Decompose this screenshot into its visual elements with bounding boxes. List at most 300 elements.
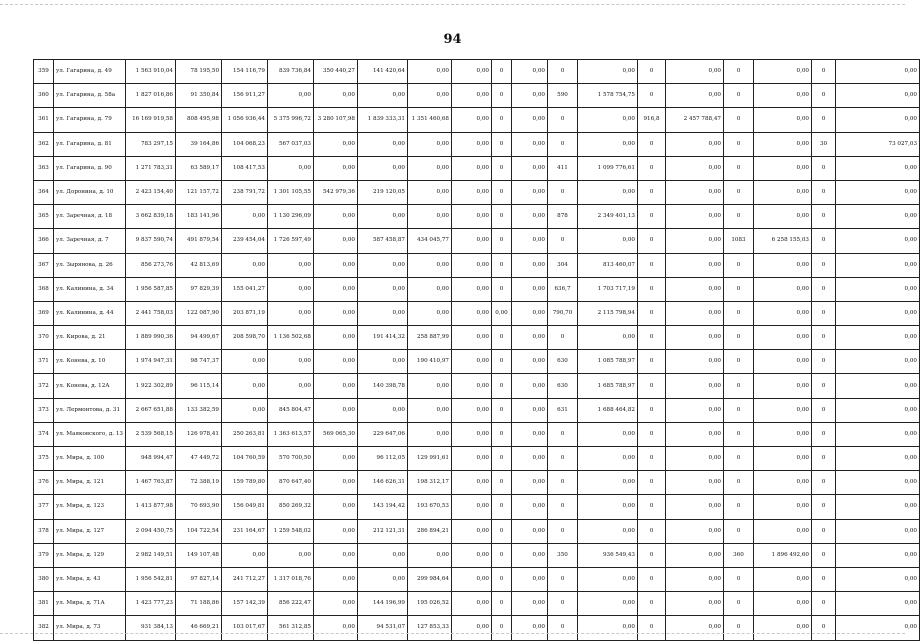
- value-cell: 191 414,32: [358, 326, 408, 350]
- value-cell: 1 467 763,87: [126, 471, 176, 495]
- table-row: [34, 156, 920, 180]
- row-number-cell: 370: [34, 326, 54, 350]
- value-cell: 0,00: [358, 350, 408, 374]
- value-cell: 0: [812, 471, 836, 495]
- value-cell: 156 049,81: [222, 495, 268, 519]
- value-cell: 0,00: [512, 60, 548, 84]
- row-number-cell: 375: [34, 447, 54, 471]
- value-cell: 0,00: [408, 180, 452, 204]
- value-cell: 0,00: [314, 350, 358, 374]
- value-cell: 631: [548, 398, 578, 422]
- value-cell: 0,00: [408, 156, 452, 180]
- row-number-cell: 365: [34, 205, 54, 229]
- value-cell: 0: [638, 543, 666, 567]
- value-cell: 9 837 590,74: [126, 229, 176, 253]
- address-cell: ул. Конева, д. 12А: [54, 374, 126, 398]
- value-cell: 0,00: [512, 471, 548, 495]
- row-number-cell: 379: [34, 543, 54, 567]
- value-cell: 0,00: [754, 616, 812, 640]
- value-cell: 0,00: [578, 616, 638, 640]
- address-cell: ул. Маяковского, д. 13: [54, 422, 126, 446]
- value-cell: 0: [638, 180, 666, 204]
- value-cell: 0,00: [408, 398, 452, 422]
- table-row: [34, 84, 920, 108]
- value-cell: 0: [548, 60, 578, 84]
- value-cell: 0,00: [268, 156, 314, 180]
- value-cell: 1 563 910,04: [126, 60, 176, 84]
- value-cell: 0,00: [754, 301, 812, 325]
- value-cell: 0,00: [452, 350, 492, 374]
- value-cell: 0: [724, 326, 754, 350]
- value-cell: 0: [492, 180, 512, 204]
- value-cell: 0,00: [754, 132, 812, 156]
- value-cell: 0,00: [452, 447, 492, 471]
- value-cell: 203 871,19: [222, 301, 268, 325]
- value-cell: 1 827 016,86: [126, 84, 176, 108]
- value-cell: 0,00: [314, 301, 358, 325]
- value-cell: 198 312,17: [408, 471, 452, 495]
- value-cell: 6 258 155,03: [754, 229, 812, 253]
- value-cell: 0: [548, 422, 578, 446]
- value-cell: 30: [812, 132, 836, 156]
- value-cell: 0: [492, 350, 512, 374]
- address-cell: ул. Мира, д. 73: [54, 616, 126, 640]
- value-cell: 1 136 502,68: [268, 326, 314, 350]
- value-cell: 0: [492, 132, 512, 156]
- row-number-cell: 362: [34, 132, 54, 156]
- value-cell: 0,00: [222, 350, 268, 374]
- table-row: [34, 277, 920, 301]
- value-cell: 0: [812, 398, 836, 422]
- value-cell: 156 911,27: [222, 84, 268, 108]
- value-cell: 0,00: [314, 567, 358, 591]
- value-cell: 0,00: [578, 108, 638, 132]
- value-cell: 491 879,54: [176, 229, 222, 253]
- table-row: [34, 229, 920, 253]
- value-cell: 0: [492, 108, 512, 132]
- value-cell: 104 068,23: [222, 132, 268, 156]
- value-cell: 0,00: [268, 253, 314, 277]
- value-cell: 195 026,52: [408, 592, 452, 616]
- value-cell: 0: [724, 471, 754, 495]
- value-cell: 212 121,31: [358, 519, 408, 543]
- value-cell: 0,00: [754, 84, 812, 108]
- value-cell: 103 017,67: [222, 616, 268, 640]
- row-number-cell: 371: [34, 350, 54, 374]
- value-cell: 570 700,50: [268, 447, 314, 471]
- value-cell: 190 410,97: [408, 350, 452, 374]
- value-cell: 0,00: [222, 253, 268, 277]
- value-cell: 71 188,86: [176, 592, 222, 616]
- value-cell: 0,00: [666, 350, 724, 374]
- value-cell: 0: [724, 495, 754, 519]
- value-cell: 0,00: [836, 156, 920, 180]
- value-cell: 2 667 651,88: [126, 398, 176, 422]
- value-cell: 0,00: [408, 60, 452, 84]
- address-cell: ул. Мира, д. 121: [54, 471, 126, 495]
- row-number-cell: 381: [34, 592, 54, 616]
- value-cell: 0,00: [666, 84, 724, 108]
- value-cell: 0: [812, 205, 836, 229]
- table-row: [34, 180, 920, 204]
- row-number-cell: 367: [34, 253, 54, 277]
- value-cell: 0,00: [452, 495, 492, 519]
- value-cell: 0,00: [512, 447, 548, 471]
- value-cell: 1 688 464,82: [578, 398, 638, 422]
- value-cell: 0,00: [578, 180, 638, 204]
- value-cell: 0,00: [452, 108, 492, 132]
- value-cell: 47 449,72: [176, 447, 222, 471]
- value-cell: 0,00: [314, 374, 358, 398]
- value-cell: 0: [638, 398, 666, 422]
- value-cell: 2 457 788,47: [666, 108, 724, 132]
- value-cell: 0,00: [268, 374, 314, 398]
- value-cell: 630: [548, 374, 578, 398]
- value-cell: 0: [812, 156, 836, 180]
- value-cell: 870 647,40: [268, 471, 314, 495]
- value-cell: 0,00: [452, 592, 492, 616]
- value-cell: 0: [812, 374, 836, 398]
- value-cell: 0,00: [512, 567, 548, 591]
- value-cell: 0,00: [754, 156, 812, 180]
- value-cell: 0: [638, 84, 666, 108]
- value-cell: 70 693,90: [176, 495, 222, 519]
- value-cell: 104 760,59: [222, 447, 268, 471]
- value-cell: 238 791,72: [222, 180, 268, 204]
- value-cell: 0,00: [754, 205, 812, 229]
- value-cell: 0,00: [512, 156, 548, 180]
- value-cell: 567 037,03: [268, 132, 314, 156]
- value-cell: 0: [724, 132, 754, 156]
- value-cell: 1083: [724, 229, 754, 253]
- value-cell: 129 991,61: [408, 447, 452, 471]
- value-cell: 0,00: [314, 592, 358, 616]
- value-cell: 0,00: [452, 398, 492, 422]
- value-cell: 0,00: [512, 422, 548, 446]
- value-cell: 0: [724, 519, 754, 543]
- value-cell: 1 085 788,97: [578, 350, 638, 374]
- row-number-cell: 366: [34, 229, 54, 253]
- value-cell: 0,00: [452, 156, 492, 180]
- value-cell: 0: [724, 374, 754, 398]
- value-cell: 0: [812, 253, 836, 277]
- row-number-cell: 368: [34, 277, 54, 301]
- value-cell: 0,00: [222, 205, 268, 229]
- value-cell: 350: [548, 543, 578, 567]
- table-body: [34, 60, 920, 641]
- value-cell: 42 813,69: [176, 253, 222, 277]
- value-cell: 0,00: [666, 301, 724, 325]
- value-cell: 0: [724, 277, 754, 301]
- value-cell: 0: [724, 253, 754, 277]
- value-cell: 0: [548, 495, 578, 519]
- value-cell: 0,00: [314, 326, 358, 350]
- value-cell: 0,00: [836, 616, 920, 640]
- address-cell: ул. Заречная, д. 7: [54, 229, 126, 253]
- value-cell: 0,00: [314, 229, 358, 253]
- value-cell: 0,00: [836, 422, 920, 446]
- value-cell: 0,00: [836, 471, 920, 495]
- value-cell: 0: [812, 567, 836, 591]
- value-cell: 1 130 296,09: [268, 205, 314, 229]
- value-cell: 0: [492, 519, 512, 543]
- address-cell: ул. Заречная, д. 18: [54, 205, 126, 229]
- value-cell: 0,00: [408, 543, 452, 567]
- value-cell: 1 317 018,76: [268, 567, 314, 591]
- value-cell: 0: [548, 471, 578, 495]
- value-cell: 1 956 542,81: [126, 567, 176, 591]
- value-cell: 96 112,05: [358, 447, 408, 471]
- value-cell: 98 747,37: [176, 350, 222, 374]
- value-cell: 0,00: [452, 205, 492, 229]
- value-cell: 72 388,19: [176, 471, 222, 495]
- table-row: [34, 253, 920, 277]
- value-cell: 96 115,14: [176, 374, 222, 398]
- table-row: [34, 471, 920, 495]
- table-row: [34, 350, 920, 374]
- value-cell: 590: [548, 84, 578, 108]
- value-cell: 0,00: [666, 543, 724, 567]
- value-cell: 0,00: [578, 422, 638, 446]
- value-cell: 0,00: [314, 616, 358, 640]
- value-cell: 0: [492, 495, 512, 519]
- value-cell: 931 384,13: [126, 616, 176, 640]
- value-cell: 0,00: [408, 84, 452, 108]
- value-cell: 91 350,84: [176, 84, 222, 108]
- value-cell: 0: [812, 543, 836, 567]
- value-cell: 0,00: [358, 543, 408, 567]
- value-cell: 0: [724, 616, 754, 640]
- value-cell: 542 979,36: [314, 180, 358, 204]
- value-cell: 219 120,05: [358, 180, 408, 204]
- table-row: [34, 422, 920, 446]
- value-cell: 845 804,47: [268, 398, 314, 422]
- value-cell: 0,00: [754, 374, 812, 398]
- value-cell: 0,00: [492, 301, 512, 325]
- value-cell: 0: [492, 398, 512, 422]
- value-cell: 0: [724, 60, 754, 84]
- value-cell: 0,00: [836, 350, 920, 374]
- row-number-cell: 360: [34, 84, 54, 108]
- value-cell: 360: [724, 543, 754, 567]
- value-cell: 0,00: [512, 350, 548, 374]
- row-number-cell: 374: [34, 422, 54, 446]
- value-cell: 0: [812, 519, 836, 543]
- value-cell: 1 974 947,31: [126, 350, 176, 374]
- value-cell: 122 087,90: [176, 301, 222, 325]
- value-cell: 0: [492, 229, 512, 253]
- value-cell: 258 887,99: [408, 326, 452, 350]
- value-cell: 630: [548, 350, 578, 374]
- value-cell: 0: [812, 495, 836, 519]
- value-cell: 0: [724, 422, 754, 446]
- value-cell: 97 829,39: [176, 277, 222, 301]
- value-cell: 0: [548, 447, 578, 471]
- value-cell: 0,00: [452, 374, 492, 398]
- value-cell: 63 589,17: [176, 156, 222, 180]
- value-cell: 159 789,80: [222, 471, 268, 495]
- value-cell: 286 894,21: [408, 519, 452, 543]
- value-cell: 0: [724, 156, 754, 180]
- value-cell: 0,00: [452, 471, 492, 495]
- value-cell: 0,00: [754, 422, 812, 446]
- table-row: [34, 592, 920, 616]
- value-cell: 0,00: [754, 519, 812, 543]
- address-cell: ул. Мира, д. 127: [54, 519, 126, 543]
- value-cell: 790,70: [548, 301, 578, 325]
- value-cell: 0: [492, 326, 512, 350]
- row-number-cell: 378: [34, 519, 54, 543]
- address-cell: ул. Мира, д. 100: [54, 447, 126, 471]
- value-cell: 0,00: [314, 205, 358, 229]
- value-cell: 561 312,85: [268, 616, 314, 640]
- value-cell: 0,00: [836, 60, 920, 84]
- value-cell: 0,00: [512, 253, 548, 277]
- value-cell: 0,00: [314, 471, 358, 495]
- value-cell: 1 271 783,31: [126, 156, 176, 180]
- value-cell: 0: [724, 567, 754, 591]
- value-cell: 0,00: [452, 60, 492, 84]
- value-cell: 0,00: [666, 277, 724, 301]
- value-cell: 0,00: [222, 543, 268, 567]
- row-number-cell: 369: [34, 301, 54, 325]
- value-cell: 0,00: [666, 567, 724, 591]
- value-cell: 0: [638, 326, 666, 350]
- value-cell: 78 195,50: [176, 60, 222, 84]
- value-cell: 1 578 754,75: [578, 84, 638, 108]
- value-cell: 94 499,67: [176, 326, 222, 350]
- value-cell: 0,00: [666, 253, 724, 277]
- value-cell: 1 703 717,19: [578, 277, 638, 301]
- value-cell: 1 099 776,61: [578, 156, 638, 180]
- value-cell: 0,00: [578, 447, 638, 471]
- value-cell: 2 115 798,94: [578, 301, 638, 325]
- value-cell: 0: [812, 422, 836, 446]
- address-cell: ул. Калинина, д. 34: [54, 277, 126, 301]
- value-cell: 121 157,72: [176, 180, 222, 204]
- value-cell: 183 141,96: [176, 205, 222, 229]
- value-cell: 0,00: [836, 205, 920, 229]
- value-cell: 0,00: [836, 180, 920, 204]
- value-cell: 3 662 839,18: [126, 205, 176, 229]
- value-cell: 140 398,78: [358, 374, 408, 398]
- value-cell: 0,00: [358, 156, 408, 180]
- address-cell: ул. Мира, д. 123: [54, 495, 126, 519]
- value-cell: 0: [638, 301, 666, 325]
- value-cell: 0,00: [754, 495, 812, 519]
- value-cell: 0,00: [754, 277, 812, 301]
- value-cell: 0,00: [754, 350, 812, 374]
- value-cell: 0: [812, 108, 836, 132]
- value-cell: 0,00: [578, 132, 638, 156]
- row-number-cell: 382: [34, 616, 54, 640]
- table-row: [34, 374, 920, 398]
- value-cell: 0,00: [578, 471, 638, 495]
- value-cell: 0: [812, 447, 836, 471]
- value-cell: 434 045,77: [408, 229, 452, 253]
- value-cell: 143 194,42: [358, 495, 408, 519]
- table-row: [34, 108, 920, 132]
- address-cell: ул. Мира, д. 71А: [54, 592, 126, 616]
- value-cell: 0,00: [452, 326, 492, 350]
- row-number-cell: 376: [34, 471, 54, 495]
- table-row: [34, 519, 920, 543]
- value-cell: 0: [548, 519, 578, 543]
- value-cell: 239 454,04: [222, 229, 268, 253]
- value-cell: 0,00: [666, 156, 724, 180]
- value-cell: 0: [638, 253, 666, 277]
- value-cell: 0,00: [754, 471, 812, 495]
- address-cell: ул. Лермонтова, д. 31: [54, 398, 126, 422]
- value-cell: 0: [724, 108, 754, 132]
- value-cell: 0,00: [666, 519, 724, 543]
- table-row: [34, 616, 920, 640]
- row-number-cell: 380: [34, 567, 54, 591]
- value-cell: 0: [812, 60, 836, 84]
- value-cell: 46 669,21: [176, 616, 222, 640]
- value-cell: 0: [548, 180, 578, 204]
- value-cell: 0: [548, 567, 578, 591]
- value-cell: 0,00: [314, 253, 358, 277]
- row-number-cell: 361: [34, 108, 54, 132]
- value-cell: 0,00: [452, 543, 492, 567]
- value-cell: 0,00: [268, 84, 314, 108]
- value-cell: 0,00: [452, 616, 492, 640]
- value-cell: 94 531,07: [358, 616, 408, 640]
- value-cell: 0,00: [512, 277, 548, 301]
- value-cell: 1 896 492,60: [754, 543, 812, 567]
- value-cell: 0,00: [314, 156, 358, 180]
- value-cell: 0: [492, 277, 512, 301]
- address-cell: ул. Гагарина, д. 58а: [54, 84, 126, 108]
- value-cell: 0: [638, 592, 666, 616]
- scan-bottom-edge: [0, 633, 905, 634]
- value-cell: 0: [812, 277, 836, 301]
- value-cell: 0,00: [452, 519, 492, 543]
- value-cell: 0: [492, 253, 512, 277]
- value-cell: 5 375 996,72: [268, 108, 314, 132]
- value-cell: 0: [724, 447, 754, 471]
- value-cell: 808 495,98: [176, 108, 222, 132]
- value-cell: 1 956 587,85: [126, 277, 176, 301]
- value-cell: 1 301 105,55: [268, 180, 314, 204]
- value-cell: 0,00: [452, 84, 492, 108]
- value-cell: 2 349 401,13: [578, 205, 638, 229]
- value-cell: 0,00: [754, 592, 812, 616]
- value-cell: 0,00: [268, 277, 314, 301]
- value-cell: 813 460,07: [578, 253, 638, 277]
- table-row: [34, 301, 920, 325]
- value-cell: 0,00: [666, 422, 724, 446]
- value-cell: 0: [724, 398, 754, 422]
- value-cell: 304: [548, 253, 578, 277]
- value-cell: 0: [724, 205, 754, 229]
- address-cell: ул. Доронина, д. 10: [54, 180, 126, 204]
- value-cell: 0: [812, 180, 836, 204]
- value-cell: 0: [638, 567, 666, 591]
- value-cell: 0,00: [358, 398, 408, 422]
- value-cell: 0,00: [314, 447, 358, 471]
- value-cell: 0: [638, 447, 666, 471]
- value-cell: 0,00: [452, 132, 492, 156]
- value-cell: 0,00: [666, 326, 724, 350]
- value-cell: 0,00: [578, 326, 638, 350]
- value-cell: 2 982 149,51: [126, 543, 176, 567]
- value-cell: 0,00: [512, 84, 548, 108]
- value-cell: 1 922 302,89: [126, 374, 176, 398]
- value-cell: 0,00: [408, 132, 452, 156]
- value-cell: 0,00: [314, 277, 358, 301]
